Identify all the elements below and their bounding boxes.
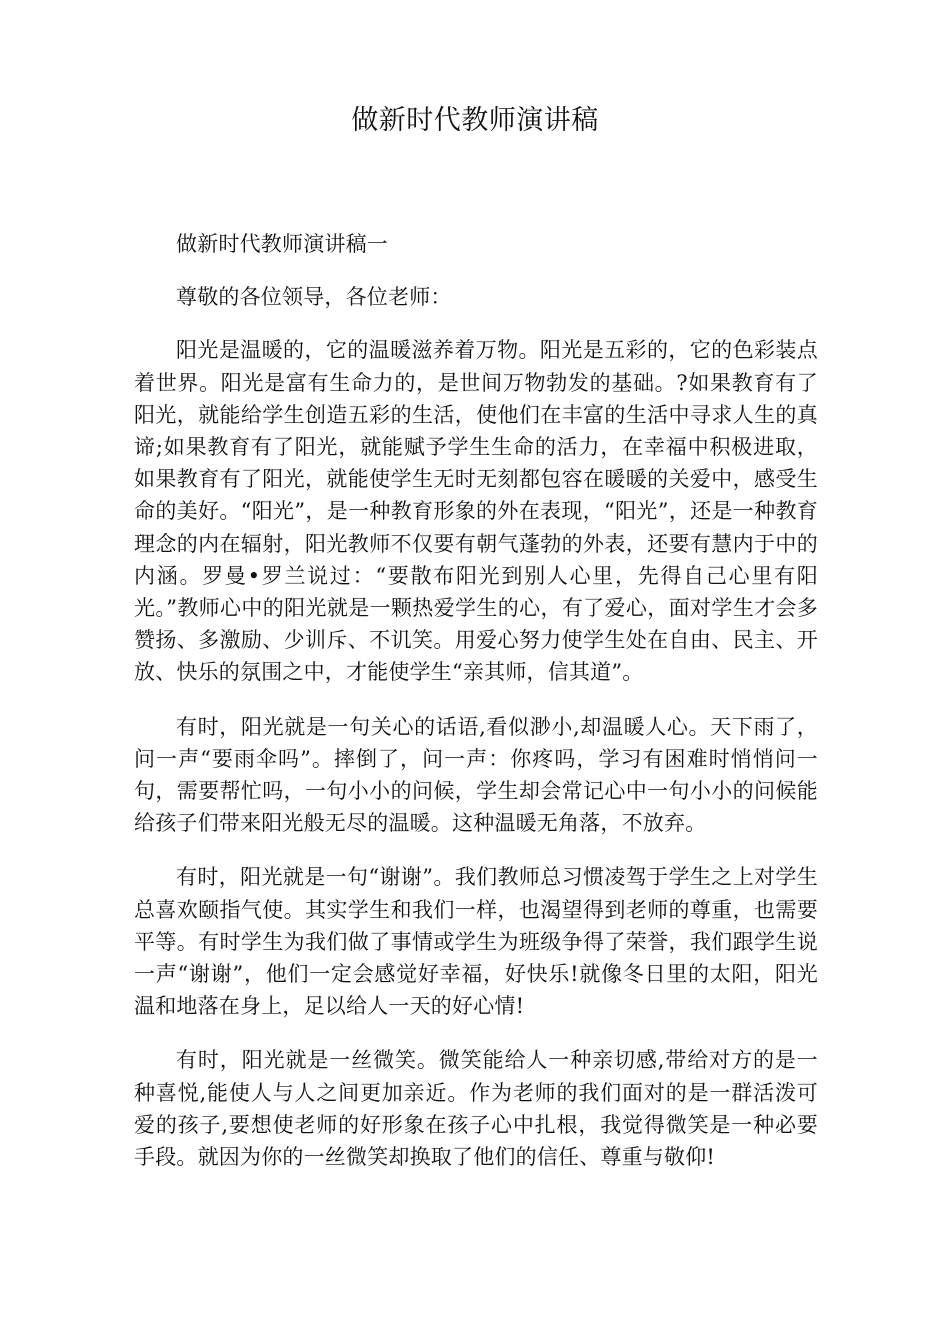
- spacer: [134, 313, 818, 334]
- document-title: 做新时代教师演讲稿: [351, 105, 599, 136]
- spacer: [134, 1022, 818, 1044]
- paragraph-4: 有时，阳光就是一丝微笑。微笑能给人一种亲切感,带给对方的是一种喜悦,能使人与人之间更加亲近。作为老师的我们面对的是一群活泼可爱的孩子,要想使老师的好形象在孩子心中扎根，我觉得微笑是一种必要手段。就因为你的一丝微笑却换取了他们的信任、尊重与敬仰!: [134, 1048, 818, 1170]
- paragraph-1: 阳光是温暖的，它的温暖滋养着万物。阳光是五彩的，它的色彩装点着世界。阳光是富有生命力的，是世间万物勃发的基础。?如果教育有了阳光，就能给学生创造五彩的生活，使他们在丰富的生活中寻求人生的真谛;如果教育有了阳光，就能赋予学生生命的活力，在幸福中积极进取，如果教育有了阳光，就能使学生无时无刻都包容在暖暖的关爱中，感受生命的美好。“阳光”，是一种教育形象的外在表现，“阳光”，还是一种教育理念的内在辐射，阳光教师不仅要有朝气蓬勃的外表，还要有慧内于中的内涵。罗曼•罗兰说过：“要散布阳光到别人心里，先得自己心里有阳光。”教师心中的阳光就是一颗热爱学生的心，有了爱心，面对学生才会多赞扬、多激励、少训斥、不讥笑。用爱心努力使学生处在自由、民主、开放、快乐的氛围之中，才能使学生“亲其师，信其道”。: [134, 338, 818, 685]
- spacer: [134, 260, 818, 281]
- paragraph-2: 有时，阳光就是一句关心的话语,看似渺小,却温暖人心。天下雨了，问一声“要雨伞吗”。摔倒了，问一声：你疼吗，学习有困难时悄悄问一句，需要帮忙吗，一句小小的问候，学生却会常记心中一句小小的问候能给孩子们带来阳光般无尽的温暖。这种温暖无角落，不放弃。: [134, 714, 818, 836]
- document-body: [134, 228, 818, 1173]
- spacer: [134, 689, 818, 711]
- paragraph-3: 有时，阳光就是一句“谢谢”。我们教师总习惯凌驾于学生之上对学生总喜欢颐指气使。其实学生和我们一样，也渴望得到老师的尊重，也需要平等。有时学生为我们做了事情或学生为班级争得了荣誉，我们跟学生说一声“谢谢”，他们一定会感觉好幸福，好快乐!就像冬日里的太阳，阳光温和地落在身上，足以给人一天的好心情!: [134, 865, 818, 1019]
- salutation: 尊敬的各位领导，各位老师：: [176, 285, 452, 310]
- section-subtitle: 做新时代教师演讲稿一: [176, 232, 388, 256]
- spacer: [134, 839, 818, 861]
